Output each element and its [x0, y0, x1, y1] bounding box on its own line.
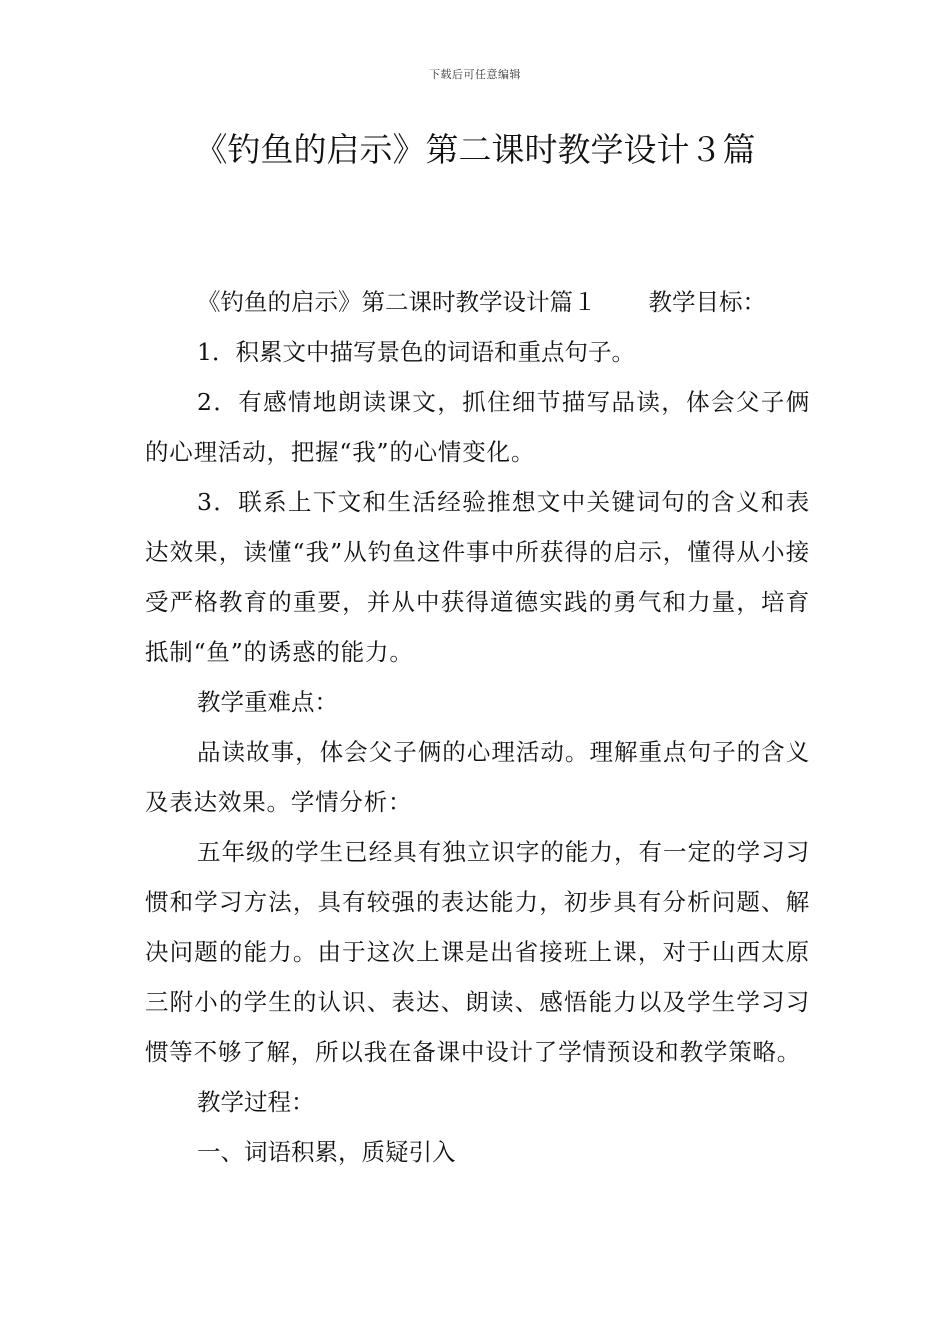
- paragraph-step-1: 一、词语积累，质疑引入: [197, 1138, 456, 1166]
- document-title: 《钓鱼的启示》第二课时教学设计３篇: [194, 130, 756, 169]
- paragraph-objective-1: 1．积累文中描写景色的词语和重点句子。: [197, 338, 635, 366]
- header-note: 下载后可任意编辑: [429, 68, 521, 81]
- paragraph-intro: [145, 277, 810, 327]
- paragraph-learner-analysis: 五年级的学生已经具有独立识字的能力，有一定的学习习惯和学习方法，具有较强的表达能力，初步具有分析问题、解决问题的能力。由于这次上课是出省接班上课，对于山西太原三附小的学生的认识、表达、朗读、感悟能力以及学生学习习惯等不够了解，所以我在备课中设计了学情预设和教学策略。: [145, 838, 810, 1066]
- paragraph-key-points-label: 教学重难点：: [197, 688, 338, 716]
- paragraph-key-points: 品读故事，体会父子俩的心理活动。理解重点句子的含义及表达效果。学情分析：: [145, 738, 810, 816]
- paragraph-process-label: 教学过程：: [197, 1088, 315, 1116]
- section-heading: 《钓鱼的启示》第二课时教学设计篇１: [197, 288, 597, 316]
- paragraph-objective-2: 2．有感情地朗读课文，抓住细节描写品读，体会父子俩的心理活动，把握“我”的心情变化。: [145, 388, 810, 466]
- document-body: [145, 277, 810, 1177]
- objectives-label: 教学目标：: [648, 288, 766, 316]
- paragraph-objective-3: 3．联系上下文和生活经验推想文中关键词句的含义和表达效果，读懂“我”从钓鱼这件事中所获得的启示，懂得从小接受严格教育的重要，并从中获得道德实践的勇气和力量，培育抵制“鱼”的诱惑的能力。: [145, 488, 810, 666]
